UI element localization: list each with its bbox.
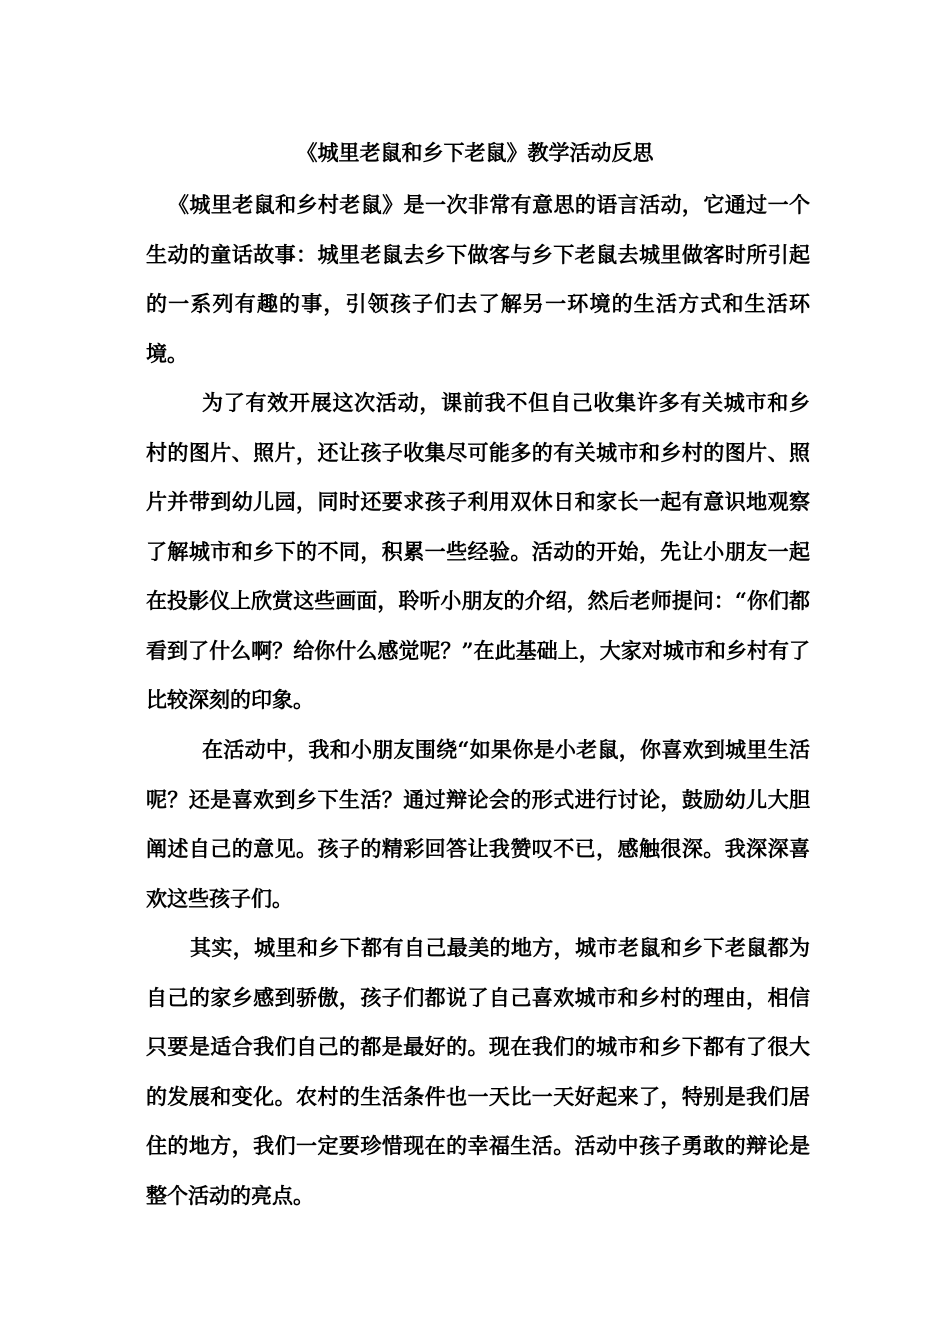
paragraph-2: 为了有效开展这次活动，课前我不但自己收集许多有关城市和乡村的图片、照片，还让孩子收集尽可能多的有关城市和乡村的图片、照片并带到幼儿园，同时还要求孩子利用双休日和家长一起有意识地观察了解城市和乡下的不同，积累一些经验。活动的开始，先让小朋友一起在投影仪上欣赏这些画面，聆听小朋友的介绍，然后老师提问：“你们都看到了什么啊？给你什么感觉呢？”在此基础上，大家对城市和乡村有了比较深刻的印象。	[146, 390, 810, 712]
paragraph-1: 《城里老鼠和乡村老鼠》是一次非常有意思的语言活动，它通过一个生动的童话故事：城里老鼠去乡下做客与乡下老鼠去城里做客时所引起的一系列有趣的事，引领孩子们去了解另一环境的生活方式和生活环境。	[146, 192, 810, 366]
document-title: 《城里老鼠和乡下老鼠》教学活动反思	[296, 140, 654, 165]
paragraph-3: 在活动中，我和小朋友围绕“如果你是小老鼠，你喜欢到城里生活呢？还是喜欢到乡下生活？通过辩论会的形式进行讨论，鼓励幼儿大胆阐述自己的意见。孩子的精彩回答让我赞叹不已，感触很深。我深深喜欢这些孩子们。	[146, 737, 810, 911]
paragraph-4: 其实，城里和乡下都有自己最美的地方，城市老鼠和乡下老鼠都为自己的家乡感到骄傲，孩子们都说了自己喜欢城市和乡村的理由，相信只要是适合我们自己的都是最好的。现在我们的城市和乡下都有了很大的发展和变化。农村的生活条件也一天比一天好起来了，特别是我们居住的地方，我们一定要珍惜现在的幸福生活。活动中孩子勇敢的辩论是整个活动的亮点。	[146, 935, 810, 1208]
